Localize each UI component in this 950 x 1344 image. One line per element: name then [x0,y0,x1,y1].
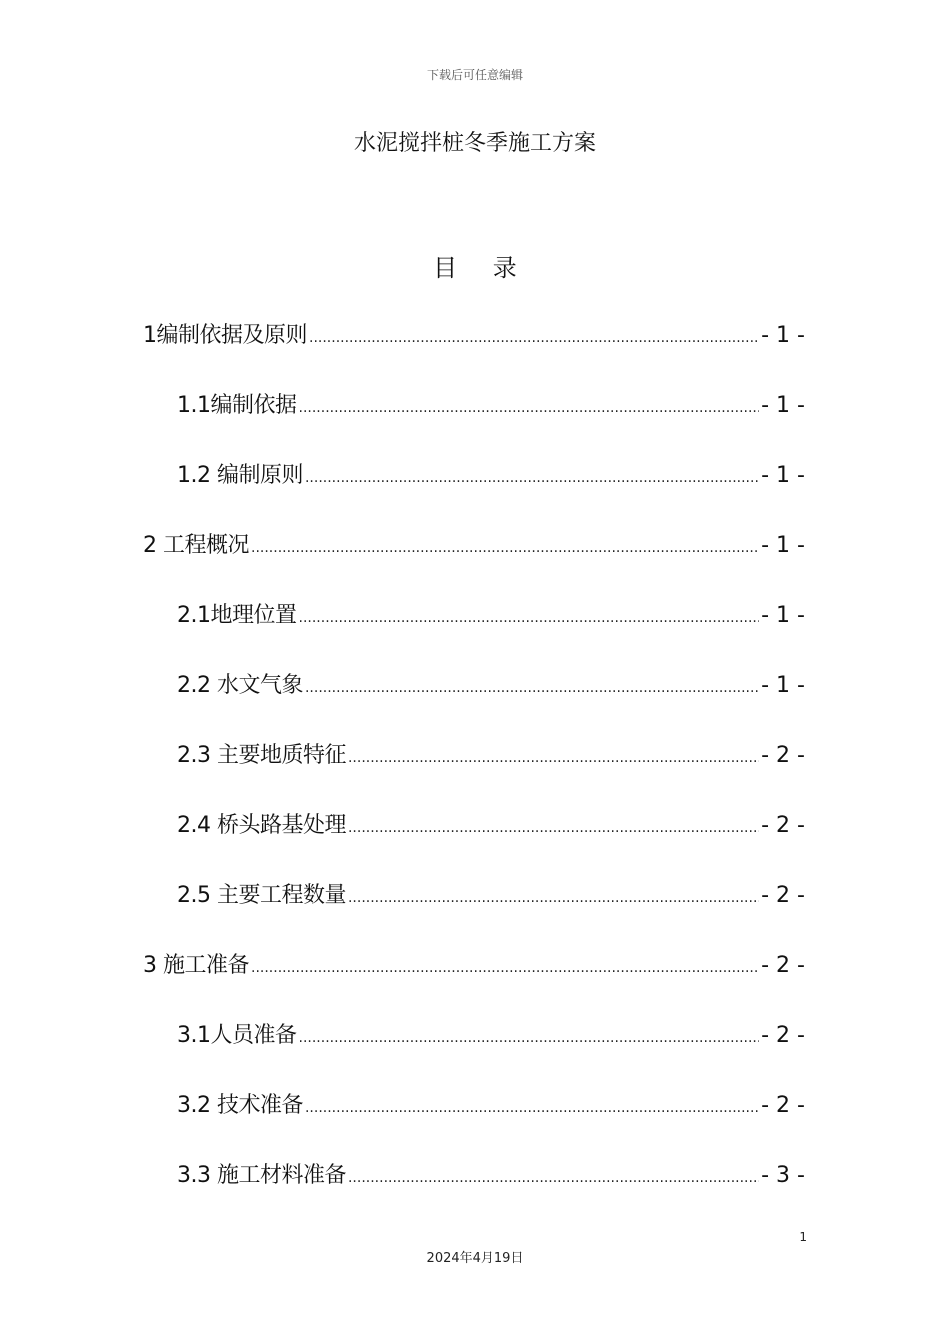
toc-dot-leader [299,1030,760,1046]
toc-entry-label: 1.2 编制原则 [177,463,303,488]
toc-entry-page: - 2 - [761,883,805,908]
toc-entry[interactable] [177,808,805,854]
toc-entry-label: 2.4 桥头路基处理 [177,813,346,838]
toc-dot-leader [348,750,759,766]
toc-heading: 目 录 [433,254,531,282]
toc-entry-page: - 2 - [761,743,805,768]
toc-dot-leader [251,960,759,976]
toc-dot-leader [305,1100,759,1116]
toc-entry-label: 2 工程概况 [143,533,249,558]
toc-dot-leader [299,400,760,416]
toc-entry-label: 3 施工准备 [143,953,249,978]
toc-dot-leader [348,820,759,836]
toc-dot-leader [251,540,759,556]
header-note: 下载后可任意编辑 [426,68,523,82]
toc-dot-leader [348,890,759,906]
toc-entry[interactable] [143,528,805,574]
toc-entry-page: - 1 - [761,463,805,488]
toc-dot-leader [299,610,760,626]
toc-dot-leader [348,1170,759,1186]
toc-entry[interactable] [177,388,805,434]
toc-entry-label: 2.2 水文气象 [177,673,303,698]
toc-entry[interactable] [177,878,805,924]
toc-entry-page: - 1 - [761,533,805,558]
toc-dot-leader [305,680,759,696]
toc-entry[interactable] [177,458,805,504]
toc-entry[interactable] [177,1158,805,1204]
document-title: 水泥搅拌桩冬季施工方案 [353,131,596,156]
toc-entry-page: - 1 - [761,323,805,348]
toc-entry[interactable] [143,318,805,364]
toc-entry[interactable] [177,1088,805,1134]
footer-date: 2024年4月19日 [426,1251,524,1266]
toc-entry-label: 3.2 技术准备 [177,1093,303,1118]
toc-entry[interactable] [143,948,805,994]
toc-entry[interactable] [177,668,805,714]
toc-entry-label: 2.3 主要地质特征 [177,743,346,768]
toc-entry-page: - 2 - [761,1023,805,1048]
toc-entry[interactable] [177,738,805,784]
toc-entry-label: 2.5 主要工程数量 [177,883,346,908]
toc-entry-label: 1.1编制依据 [177,393,297,418]
toc-entry-label: 1编制依据及原则 [143,323,307,348]
toc-dot-leader [309,330,759,346]
toc-entry[interactable] [177,1018,805,1064]
toc-entry-page: - 1 - [761,393,805,418]
toc-entry-label: 3.3 施工材料准备 [177,1163,346,1188]
page-number: 1 [799,1230,807,1244]
toc-entry-page: - 3 - [761,1163,805,1188]
toc-entry-page: - 2 - [761,813,805,838]
toc-entry-page: - 1 - [761,673,805,698]
toc-entry-page: - 1 - [761,603,805,628]
toc-entry-label: 3.1人员准备 [177,1023,297,1048]
toc-entry-page: - 2 - [761,953,805,978]
toc-dot-leader [305,470,759,486]
toc-entry[interactable] [177,598,805,644]
toc-entry-label: 2.1地理位置 [177,603,297,628]
toc-entry-page: - 2 - [761,1093,805,1118]
